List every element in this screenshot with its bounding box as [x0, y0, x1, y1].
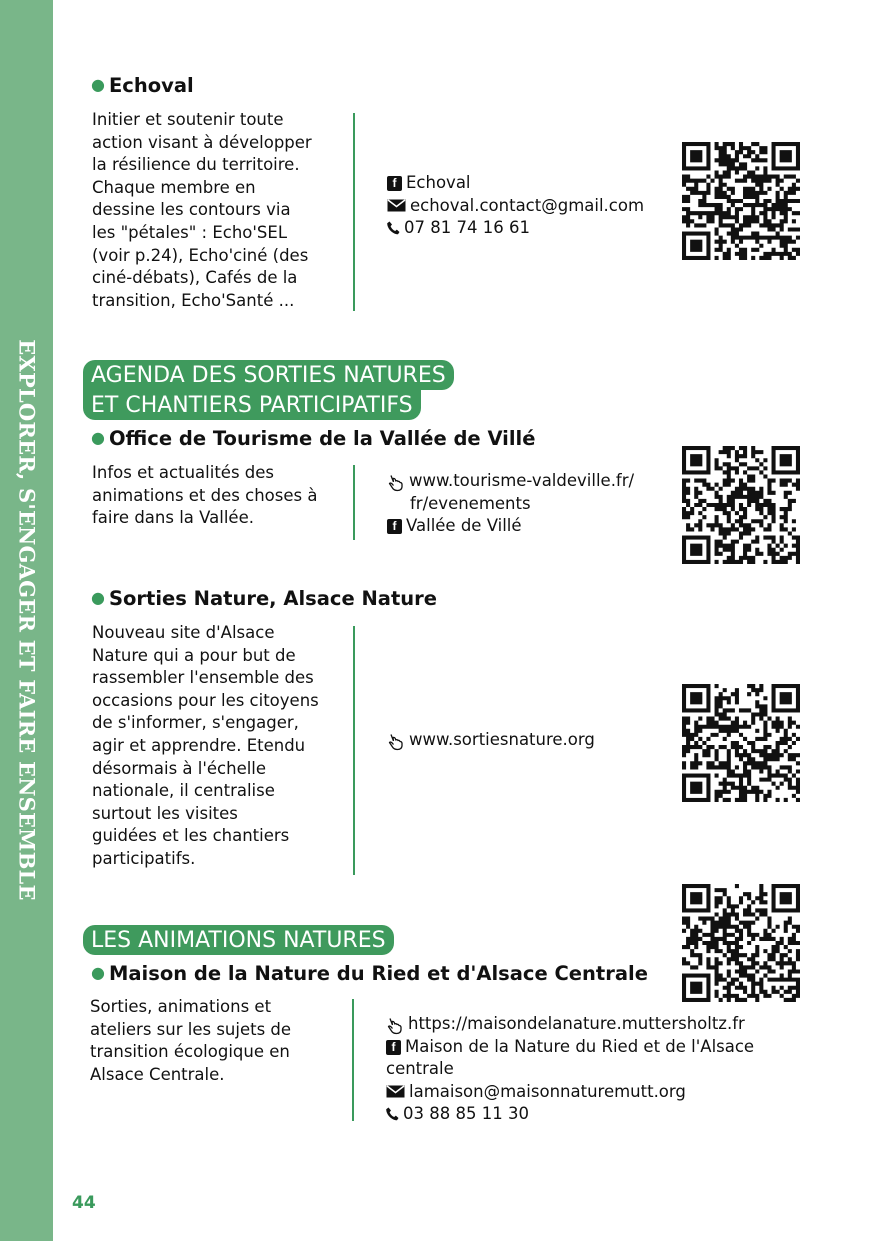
description-line: de s'informer, s'engager, [92, 713, 299, 733]
description-line: (voir p.24), Echo'ciné (des [92, 245, 309, 265]
description-echoval [92, 109, 312, 312]
sidebar-title: EXPLORER, S'ENGAGER ET FAIRE ENSEMBLE [14, 339, 40, 901]
facebook-label: Echoval [406, 173, 471, 192]
contact-office [387, 470, 634, 538]
description-line: Chaque membre en [92, 177, 256, 197]
description-line: faire dans la Vallée. [92, 508, 254, 528]
entry-title-text: Sorties Nature, Alsace Nature [108, 587, 438, 610]
facebook-label: Maison de la Nature du Ried et de l'Alsace [405, 1036, 755, 1056]
description-maison [90, 996, 291, 1086]
entry-title-text: Maison de la Nature du Ried et d'Alsace Centrale [108, 962, 648, 985]
description-line: transition écologique en [90, 1042, 290, 1062]
description-line: participatifs. [92, 848, 196, 868]
description-line: ciné-débats), Cafés de la [92, 268, 298, 288]
website-link[interactable] [387, 729, 595, 752]
divider-line [352, 999, 354, 1121]
website-link-continued[interactable] [387, 493, 634, 516]
contact-sorties [387, 729, 595, 752]
phone-icon [387, 221, 400, 235]
facebook-icon: f [386, 1040, 401, 1055]
phone-label: 07 81 74 16 61 [404, 218, 530, 238]
description-line: surtout les visites [92, 803, 238, 823]
phone-label: 03 88 85 11 30 [403, 1104, 529, 1124]
description-line: ateliers sur les sujets de [90, 1019, 292, 1039]
website-label: www.tourisme-valdeville.fr/ [409, 471, 635, 490]
bullet-icon: ● [91, 75, 105, 94]
phone-link[interactable] [386, 1103, 754, 1126]
entry-title-text: Echoval [108, 74, 194, 97]
email-label: echoval.contact@gmail.com [410, 195, 645, 215]
email-link[interactable] [387, 195, 644, 218]
description-line: la résilience du territoire. [92, 155, 300, 175]
description-line: Initier et soutenir toute [92, 110, 284, 129]
description-office [92, 462, 317, 530]
bullet-icon: ● [91, 588, 105, 607]
pointing-hand-icon [387, 474, 405, 492]
phone-icon [386, 1107, 399, 1121]
email-label: lamaison@maisonnaturemutt.org [409, 1081, 686, 1101]
description-line: Infos et actualités des [92, 463, 275, 482]
description-line: dessine les contours via [92, 200, 291, 220]
divider-line [353, 465, 355, 540]
description-sorties [92, 622, 319, 871]
mail-icon [387, 199, 406, 212]
description-line: occasions pour les citoyens [92, 690, 319, 710]
description-line: Nature qui a pour but de [92, 645, 296, 665]
facebook-link[interactable] [387, 172, 644, 195]
facebook-icon: f [387, 176, 402, 191]
email-link[interactable] [386, 1081, 754, 1104]
entry-title-sorties [91, 587, 437, 610]
section-banner-animations: LES ANIMATIONS NATURES [83, 925, 394, 955]
page-number: 44 [72, 1193, 96, 1213]
facebook-link-continued[interactable] [386, 1058, 754, 1081]
bullet-icon: ● [91, 963, 105, 982]
section-banner-agenda-line2: ET CHANTIERS PARTICIPATIFS [83, 390, 421, 420]
description-line: agir et apprendre. Etendu [92, 735, 306, 755]
facebook-icon: f [387, 519, 402, 534]
website-link[interactable] [386, 1013, 754, 1036]
mail-icon [386, 1085, 405, 1098]
qr-code-icon[interactable] [682, 142, 800, 260]
facebook-link[interactable] [387, 515, 634, 538]
description-line: transition, Echo'Santé ... [92, 290, 295, 310]
contact-maison [386, 1013, 754, 1126]
facebook-link[interactable] [386, 1036, 754, 1059]
sidebar [0, 0, 53, 1241]
facebook-label-continued: centrale [386, 1059, 454, 1079]
description-line: Alsace Centrale. [90, 1064, 225, 1084]
description-line: action visant à développer [92, 132, 312, 152]
section-banner-agenda-line1: AGENDA DES SORTIES NATURES [83, 360, 454, 390]
description-line: guidées et les chantiers [92, 826, 290, 846]
description-line: Nouveau site d'Alsace [92, 623, 275, 642]
website-label: www.sortiesnature.org [409, 730, 595, 749]
description-line: rassembler l'ensemble des [92, 668, 314, 688]
description-line: nationale, il centralise [92, 781, 275, 801]
description-line: les "pétales" : Echo'SEL [92, 222, 288, 242]
website-label-continued: fr/evenements [410, 493, 531, 513]
entry-title-echoval [91, 74, 194, 97]
description-line: Sorties, animations et [90, 997, 272, 1016]
entry-title-maison [91, 962, 648, 985]
qr-code-icon[interactable] [682, 684, 800, 802]
qr-code-icon[interactable] [682, 446, 800, 564]
entry-title-text: Office de Tourisme de la Vallée de Villé [108, 427, 536, 450]
website-link[interactable] [387, 470, 634, 493]
entry-title-office [91, 427, 535, 450]
description-line: désormais à l'échelle [92, 758, 267, 778]
pointing-hand-icon [387, 733, 405, 751]
qr-code-icon[interactable] [682, 884, 800, 1002]
description-line: animations et des choses à [92, 485, 318, 505]
facebook-label: Vallée de Villé [406, 516, 522, 536]
website-label: https://maisondelanature.muttersholtz.fr [408, 1014, 745, 1033]
contact-echoval [387, 172, 644, 240]
divider-line [353, 113, 355, 311]
bullet-icon: ● [91, 428, 105, 447]
phone-link[interactable] [387, 217, 644, 240]
pointing-hand-icon [386, 1017, 404, 1035]
divider-line [353, 626, 355, 875]
